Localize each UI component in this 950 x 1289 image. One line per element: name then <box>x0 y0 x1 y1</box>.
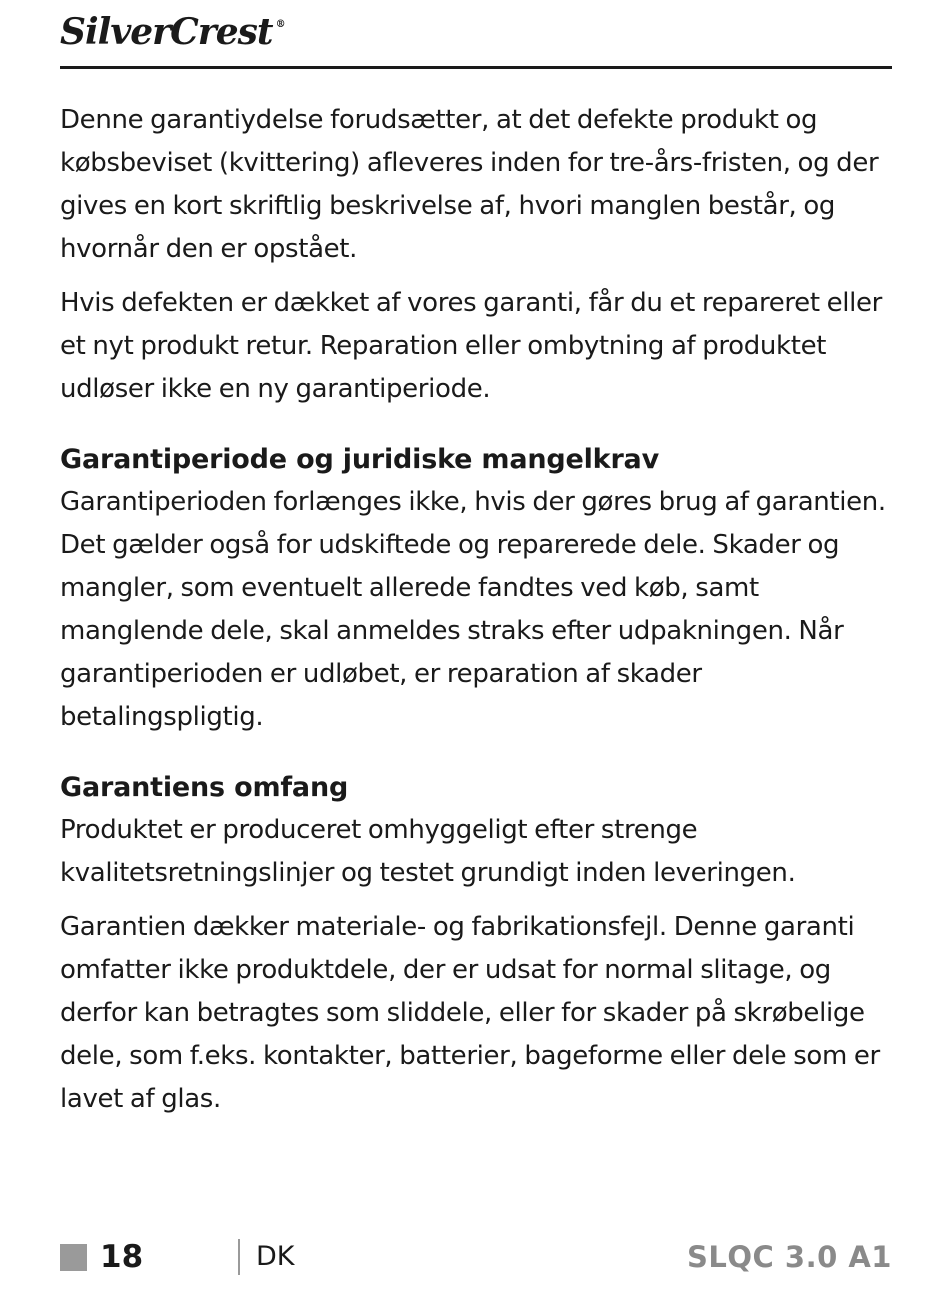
warranty-coverage-paragraph: Garantien dækker materiale- og fabrikationsfejl. Denne garanti omfatter ikke produktdele, der er udsat for normal slitage, og derfor kan betragtes som sliddele, eller for skader på skrøbelige dele, som f.eks. kontakter, batterier, bageforme eller dele som er lavet af glas. <box>60 912 880 1114</box>
model-number: SLQC 3.0 A1 <box>687 1240 892 1274</box>
page-footer <box>60 1232 892 1282</box>
page-number: 18 <box>100 1239 144 1275</box>
warranty-period-heading: Garantiperiode og juridiske mangelkrav <box>60 444 659 475</box>
brand-logo-text: SilverCrest <box>60 11 273 53</box>
footer-divider <box>238 1239 240 1275</box>
warranty-period-paragraph: Garantiperioden forlænges ikke, hvis der gøres brug af garantien. Det gælder også for udskiftede og reparerede dele. Skader og mangler, som eventuelt allerede fandtes ved køb, samt manglende dele, skal anmeldes straks efter udpakningen. Når garantiperioden er udløbet, er reparation af skader betalingspligtig. <box>60 487 886 732</box>
footer-square-marker <box>60 1244 87 1271</box>
registered-mark: ® <box>275 19 285 30</box>
warranty-scope-heading: Garantiens omfang <box>60 772 349 803</box>
warranty-conditions-paragraph: Denne garantiydelse forudsætter, at det defekte produkt og købsbeviset (kvittering) afleveres inden for tre-års-fristen, og der gives en kort skriftlig beskrivelse af, hvori manglen består, og hvornår den er opstået. <box>60 105 879 264</box>
language-code: DK <box>256 1241 295 1272</box>
production-quality-paragraph: Produktet er produceret omhyggeligt efter strenge kvalitetsretningslinjer og testet grundigt inden leveringen. <box>60 815 796 888</box>
page-content <box>60 99 892 1132</box>
header-divider <box>60 66 892 69</box>
brand-logo <box>60 6 285 58</box>
repair-replacement-paragraph: Hvis defekten er dækket af vores garanti, får du et repareret eller et nyt produkt retur. Reparation eller ombytning af produktet udløser ikke en ny garantiperiode. <box>60 288 882 404</box>
